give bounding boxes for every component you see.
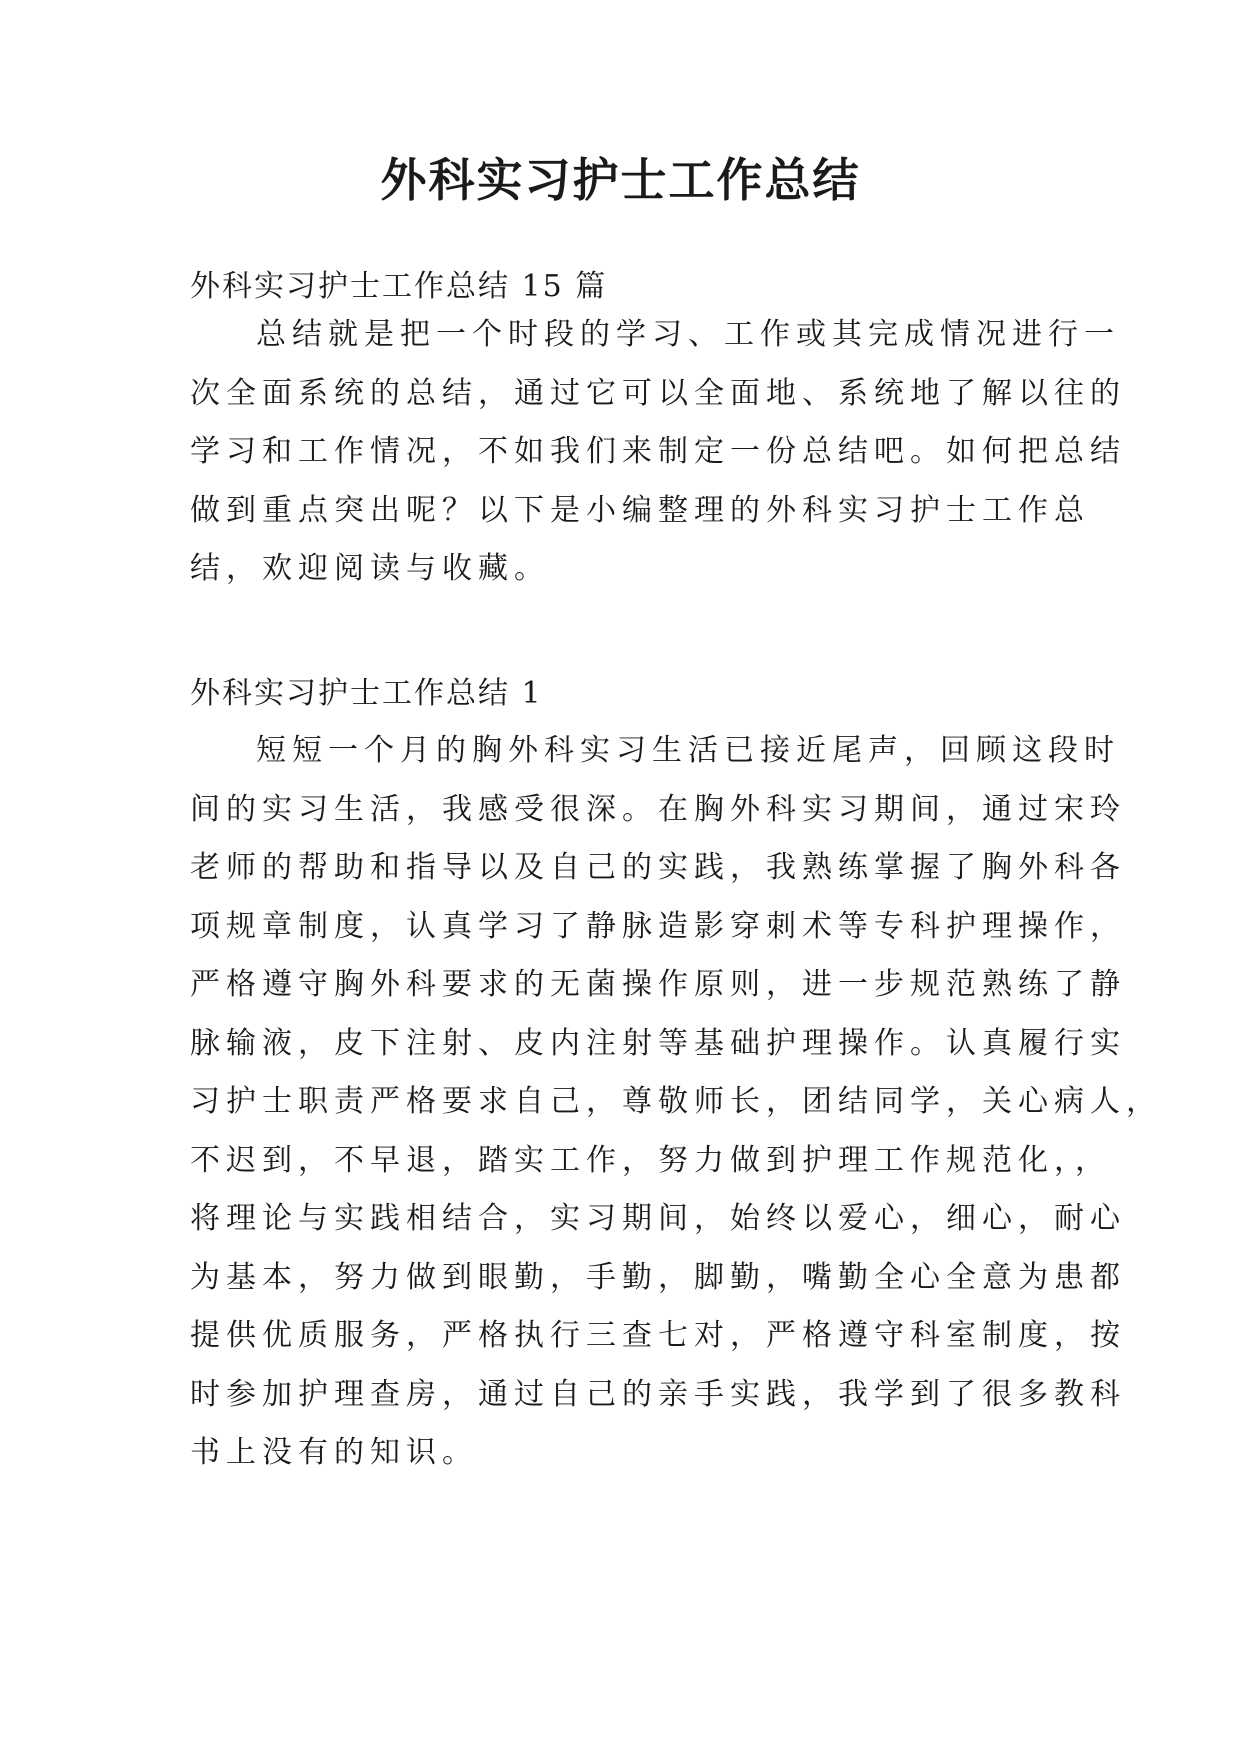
intro-line: 学习和工作情况，不如我们来制定一份总结吧。如何把总结 [190,434,1126,469]
intro-line: 总结就是把一个时段的学习、工作或其完成情况进行一 [256,317,1120,352]
document-subtitle: 外科实习护士工作总结 15 篇 [190,269,608,304]
intro-line: 结，欢迎阅读与收藏。 [190,551,550,586]
intro-line: 做到重点突出呢？以下是小编整理的外科实习护士工作总 [190,492,1090,528]
section-line: 项规章制度，认真学习了静脉造影穿刺术等专科护理操作， [190,908,1126,944]
section-line: 脉输液，皮下注射、皮内注射等基础护理操作。认真履行实 [190,1025,1126,1061]
section-line: 书上没有的知识。 [190,1435,478,1470]
section-line: 间的实习生活，我感受很深。在胸外科实习期间，通过宋玲 [190,791,1126,827]
intro-paragraph [190,306,1126,599]
section-line: 短短一个月的胸外科实习生活已接近尾声，回顾这段时 [256,733,1120,768]
section-line: 老师的帮助和指导以及自己的实践，我熟练掌握了胸外科各 [190,850,1126,885]
section-line: 为基本，努力做到眼勤，手勤，脚勤，嘴勤全心全意为患都 [190,1259,1126,1295]
section-line: 严格遵守胸外科要求的无菌操作原则，进一步规范熟练了静 [190,967,1126,1002]
document-title: 外科实习护士工作总结 [380,153,861,207]
section-line: 提供优质服务，严格执行三查七对，严格遵守科室制度，按 [190,1318,1126,1353]
section-line: 习护士职责严格要求自己，尊敬师长，团结同学，关心病人， [190,1084,1162,1119]
section-line: 不迟到，不早退，踏实工作，努力做到护理工作规范化，， [190,1142,1111,1178]
section-line: 时参加护理查房，通过自己的亲手实践，我学到了很多教科 [190,1376,1126,1412]
section-paragraph [190,722,1162,1483]
intro-line: 次全面系统的总结，通过它可以全面地、系统地了解以往的 [190,375,1126,411]
section-line: 将理论与实践相结合，实习期间，始终以爱心，细心，耐心 [190,1201,1126,1236]
section-heading: 外科实习护士工作总结 1 [190,676,543,711]
